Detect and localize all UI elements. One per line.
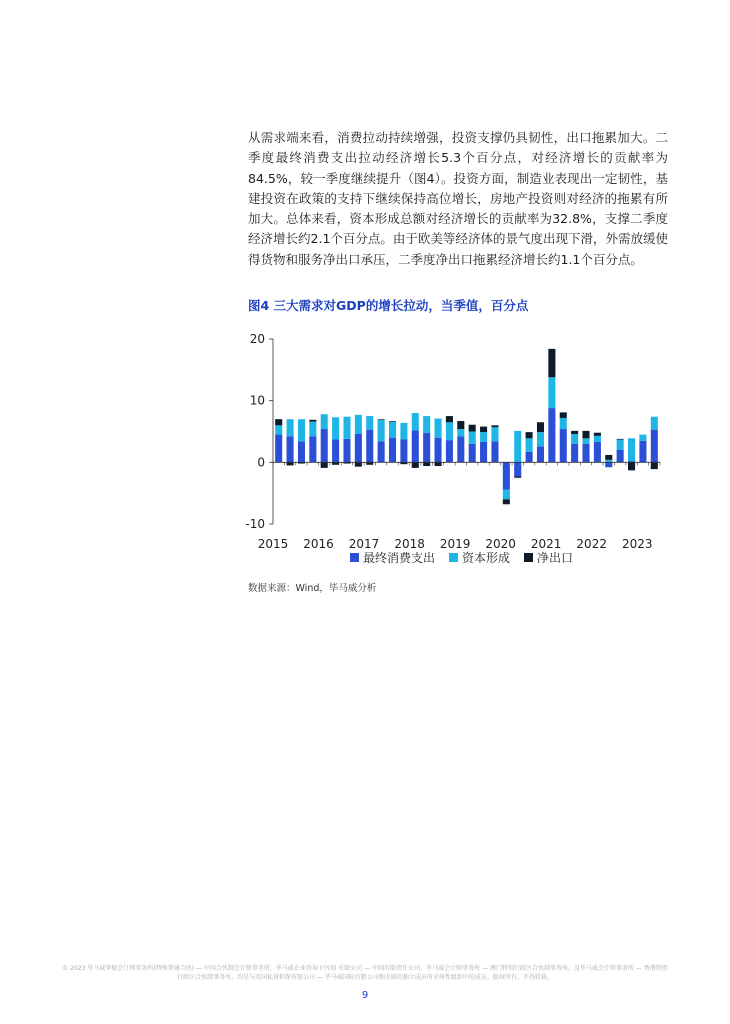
bar-consumption xyxy=(605,462,612,467)
bar-net-export xyxy=(514,477,521,478)
y-tick-label: 0 xyxy=(257,455,265,470)
bar-consumption xyxy=(275,435,282,463)
bar-consumption xyxy=(412,430,419,462)
bar-capital xyxy=(275,425,282,434)
bar-consumption xyxy=(582,444,589,463)
bar-net-export xyxy=(321,462,328,468)
bar-net-export xyxy=(423,462,430,466)
bar-capital xyxy=(457,429,464,436)
bar-consumption xyxy=(469,444,476,463)
bar-consumption xyxy=(378,441,385,462)
bar-net-export xyxy=(537,422,544,432)
bar-capital xyxy=(651,417,658,430)
bar-capital xyxy=(378,420,385,442)
legend-swatch xyxy=(449,553,458,562)
bar-capital xyxy=(582,438,589,444)
bar-consumption xyxy=(480,442,487,462)
bar-net-export xyxy=(469,425,476,432)
bar-capital xyxy=(514,431,521,462)
x-year-label: 2018 xyxy=(394,537,425,551)
legend-label: 净出口 xyxy=(537,551,574,565)
bar-net-export xyxy=(503,499,510,504)
bar-net-export xyxy=(412,462,419,468)
y-tick-label: -10 xyxy=(245,517,265,531)
bar-capital xyxy=(366,416,373,430)
data-source: 数据来源：Wind，毕马威分析 xyxy=(248,583,377,594)
chart-svg xyxy=(240,326,680,574)
bar-capital xyxy=(298,419,305,441)
bar-net-export xyxy=(389,421,396,422)
bar-net-export xyxy=(628,462,635,470)
x-year-label: 2016 xyxy=(303,537,334,551)
bar-consumption xyxy=(389,438,396,463)
bar-consumption xyxy=(400,440,407,463)
bar-consumption xyxy=(446,440,453,462)
bar-consumption xyxy=(594,442,601,462)
x-year-label: 2023 xyxy=(621,537,653,551)
bar-capital xyxy=(503,489,510,499)
bar-net-export xyxy=(491,425,498,427)
bar-capital xyxy=(435,419,442,438)
bar-consumption xyxy=(537,446,544,462)
bar-net-export xyxy=(435,462,442,466)
bar-capital xyxy=(389,422,396,438)
bar-net-export xyxy=(560,412,567,418)
bar-net-export xyxy=(582,431,589,438)
bar-capital xyxy=(537,432,544,446)
bar-consumption xyxy=(514,462,521,476)
bar-consumption xyxy=(526,452,533,462)
bar-consumption xyxy=(571,444,578,463)
bar-consumption xyxy=(503,462,510,489)
bar-consumption xyxy=(423,433,430,463)
bar-capital xyxy=(594,436,601,442)
x-year-label: 2015 xyxy=(257,537,289,551)
y-tick-label: 10 xyxy=(249,393,265,408)
bar-capital xyxy=(423,416,430,433)
bar-capital xyxy=(560,418,567,429)
bar-capital xyxy=(446,422,453,440)
bar-consumption xyxy=(548,408,555,462)
legend-swatch xyxy=(524,553,533,562)
bar-capital xyxy=(480,432,487,442)
bar-capital xyxy=(617,440,624,450)
bar-net-export xyxy=(275,419,282,425)
figure-title: 图4 三大需求对GDP的增长拉动，当季值，百分点 xyxy=(248,298,529,313)
bar-capital xyxy=(332,417,339,439)
copyright-footer: © 2023 毕马威华振会计师事务所(特殊普通合伙) — 中国合伙制会计师事务所，毕马威企业咨询 (中国) 有限公司 — 中国有限责任公司，毕马威会计师事务所 — 澳门特别行政区合伙制事务所，及毕马威会计师事务所 — 香港特别行政区合伙制事务所，均是与英国私营担保有限公司 — 毕马威国际有限公司相关联的独立成员所全球性组织中的成员。版权所有，不得转载。 xyxy=(62,965,668,981)
bar-capital xyxy=(309,422,316,437)
legend-label: 资本形成 xyxy=(462,551,511,565)
bar-capital xyxy=(571,434,578,444)
bar-consumption xyxy=(309,436,316,462)
bar-consumption xyxy=(298,441,305,462)
bar-consumption xyxy=(491,441,498,462)
bar-capital xyxy=(628,438,635,461)
bar-capital xyxy=(287,419,294,436)
legend-label: 最终消费支出 xyxy=(363,551,436,565)
bar-capital xyxy=(343,417,350,439)
x-year-label: 2022 xyxy=(576,537,607,551)
bar-net-export xyxy=(480,427,487,433)
bar-net-export xyxy=(457,421,464,429)
y-tick-label: 20 xyxy=(249,332,265,346)
bar-capital xyxy=(412,413,419,430)
bar-consumption xyxy=(332,440,339,463)
bar-net-export xyxy=(594,433,601,436)
bar-net-export xyxy=(526,432,533,438)
bar-consumption xyxy=(639,441,646,463)
bar-capital xyxy=(548,377,555,408)
bar-consumption xyxy=(435,438,442,463)
x-year-label: 2020 xyxy=(485,537,516,551)
x-year-label: 2017 xyxy=(348,537,380,551)
bar-net-export xyxy=(571,431,578,434)
bar-consumption xyxy=(321,429,328,462)
bar-consumption xyxy=(457,436,464,462)
bar-consumption xyxy=(287,436,294,462)
bar-capital xyxy=(526,438,533,452)
bar-net-export xyxy=(309,420,316,422)
bar-consumption xyxy=(560,429,567,462)
bar-net-export xyxy=(617,439,624,440)
bar-consumption xyxy=(617,450,624,462)
bar-net-export xyxy=(355,462,362,466)
bar-capital xyxy=(355,415,362,434)
bar-capital xyxy=(321,414,328,429)
bar-net-export xyxy=(605,455,612,460)
bar-net-export xyxy=(446,416,453,422)
gdp-demand-chart xyxy=(240,326,680,574)
body-paragraph: 从需求端来看，消费拉动持续增强，投资支撑仍具韧性，出口拖累加大。二季度最终消费支出拉动经济增长5.3个百分点，对经济增长的贡献率为84.5%，较一季度继续提升（图4）。投资方面，制造业表现出一定韧性，基建投资在政策的支持下继续保持高位增长，房地产投资则对经济的拖累有所加大。总体来看，资本形成总额对经济增长的贡献率为32.8%，支撑二季度经济增长约2.1个百分点。由于欧美等经济体的景气度出现下滑，外需放缓使得货物和服务净出口承压，二季度净出口拖累经济增长约1.1个百分点。 xyxy=(248,130,668,267)
bar-net-export xyxy=(287,462,294,465)
bar-net-export xyxy=(548,349,555,377)
bar-capital xyxy=(400,423,407,440)
x-year-label: 2019 xyxy=(439,537,471,551)
x-year-label: 2021 xyxy=(530,537,562,551)
bar-consumption xyxy=(366,430,373,463)
bar-capital xyxy=(469,432,476,444)
bar-consumption xyxy=(355,434,362,462)
page-number: 9 xyxy=(361,990,369,1001)
bar-net-export xyxy=(651,462,658,469)
bar-capital xyxy=(491,427,498,441)
legend-swatch xyxy=(350,553,359,562)
bar-capital xyxy=(639,435,646,441)
bar-net-export xyxy=(378,419,385,420)
bar-consumption xyxy=(651,430,658,463)
bar-consumption xyxy=(343,439,350,462)
